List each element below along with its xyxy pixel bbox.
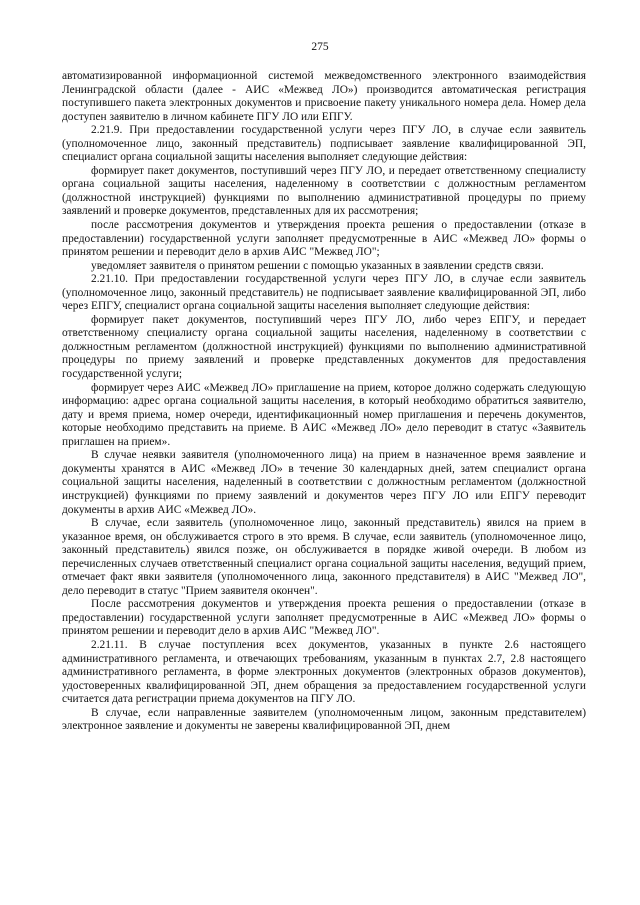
paragraph: После рассмотрения документов и утверждения проекта решения о предоставлении (отказе в предоставлении) государственной услуги заполняет предусмотренные в АИС «Межвед ЛО» формы о принятом решении и переводит дело в архив АИС "Межвед ЛО".	[62, 598, 586, 638]
paragraph: В случае, если заявитель (уполномоченное лицо, законный представитель) явился на прием в указанное время, он обслуживается строго в это время. В случае, если заявитель (уполномоченное лицо, законный представитель) явился позже, он обслуживается в порядке живой очереди. В любом из перечисленных случаев ответственный специалист органа социальной защиты населения, ведущий прием, отмечает факт явки заявителя (уполномоченного лица, законного представителя) в АИС "Межвед ЛО", дело переводит в статус "Прием заявителя окончен".	[62, 517, 586, 597]
paragraph-2-21-10: 2.21.10. При предоставлении государственной услуги через ПГУ ЛО, в случае если заявитель (уполномоченное лицо, законный представитель) не подписывает заявление квалифицированной ЭП, либо через ЕПГУ, специалист органа социальной защиты населения выполняет следующие действия:	[62, 273, 586, 313]
paragraph: формирует через АИС «Межвед ЛО» приглашение на прием, которое должно содержать следующую информацию: адрес органа социальной защиты населения, в который необходимо обратиться заявителю, дату и время приема, номер очереди, идентификационный номер приглашения и перечень документов, которые необходимо представить на приеме. В АИС «Межвед ЛО» дело переводит в статус «Заявитель приглашен на прием».	[62, 381, 586, 448]
page-number: 275	[311, 41, 329, 53]
paragraph-continuation: автоматизированной информационной системой межведомственного электронного взаимодействия Ленинградской области (далее - АИС «Межвед ЛО») производится автоматическая регистрация поступившего пакета электронных документов и присвоение пакету уникального номера дела. Номер дела доступен заявителю в личном кабинете ПГУ ЛО или ЕПГУ.	[62, 70, 586, 123]
paragraph-2-21-9: 2.21.9. При предоставлении государственной услуги через ПГУ ЛО, в случае если заявитель (уполномоченное лицо, законный представитель) подписывает заявление квалифицированной ЭП, специалист органа социальной защиты населения выполняет следующие действия:	[62, 124, 586, 164]
paragraph-2-21-11: 2.21.11. В случае поступления всех документов, указанных в пункте 2.6 настоящего административного регламента, и отвечающих требованиям, указанным в пунктах 2.7, 2.8 настоящего административного регламента, в форме электронных документов (электронных образов документов), удостоверенных квалифицированной ЭП, днем обращения за предоставлением государственной услуги считается дата регистрации приема документов на ПГУ ЛО.	[62, 638, 586, 706]
paragraph: после рассмотрения документов и утверждения проекта решения о предоставлении (отказе в предоставлении) государственной услуги заполняет предусмотренные в АИС «Межвед ЛО» формы о принятом решении и переводит дело в архив АИС "Межвед ЛО";	[62, 219, 586, 259]
paragraph: формирует пакет документов, поступивший через ПГУ ЛО, либо через ЕПГУ, и передает ответственному специалисту органа социальной защиты населения, наделенному в соответствии с должностным регламентом (должностной инструкцией) функциями по выполнению административной процедуры по приему заявлений и проверке представленных документов для предоставления государственной услуги;	[62, 313, 586, 381]
paragraph: В случае неявки заявителя (уполномоченного лица) на прием в назначенное время заявление и документы хранятся в АИС «Межвед ЛО» в течение 30 календарных дней, затем специалист органа социальной защиты населения, наделенный в соответствии с должностным регламентом (должностной инструкцией) функциями по приему заявлений и документов через ПГУ ЛО или ЕПГУ переводит документы в архив АИС «Межвед ЛО».	[62, 449, 586, 516]
document-body	[62, 70, 586, 734]
paragraph: формирует пакет документов, поступивший через ПГУ ЛО, и передает ответственному специалисту органа социальной защиты населения, наделенному в соответствии с должностным регламентом (должностной инструкцией) функциями по выполнению административной процедуры по приему заявлений и проверке документов, представленных для их рассмотрения;	[62, 164, 586, 218]
paragraph: В случае, если направленные заявителем (уполномоченным лицом, законным представителем) электронное заявление и документы не заверены квалифицированной ЭП, днем	[62, 706, 586, 733]
paragraph: уведомляет заявителя о принятом решении с помощью указанных в заявлении средств связи.	[91, 259, 544, 272]
